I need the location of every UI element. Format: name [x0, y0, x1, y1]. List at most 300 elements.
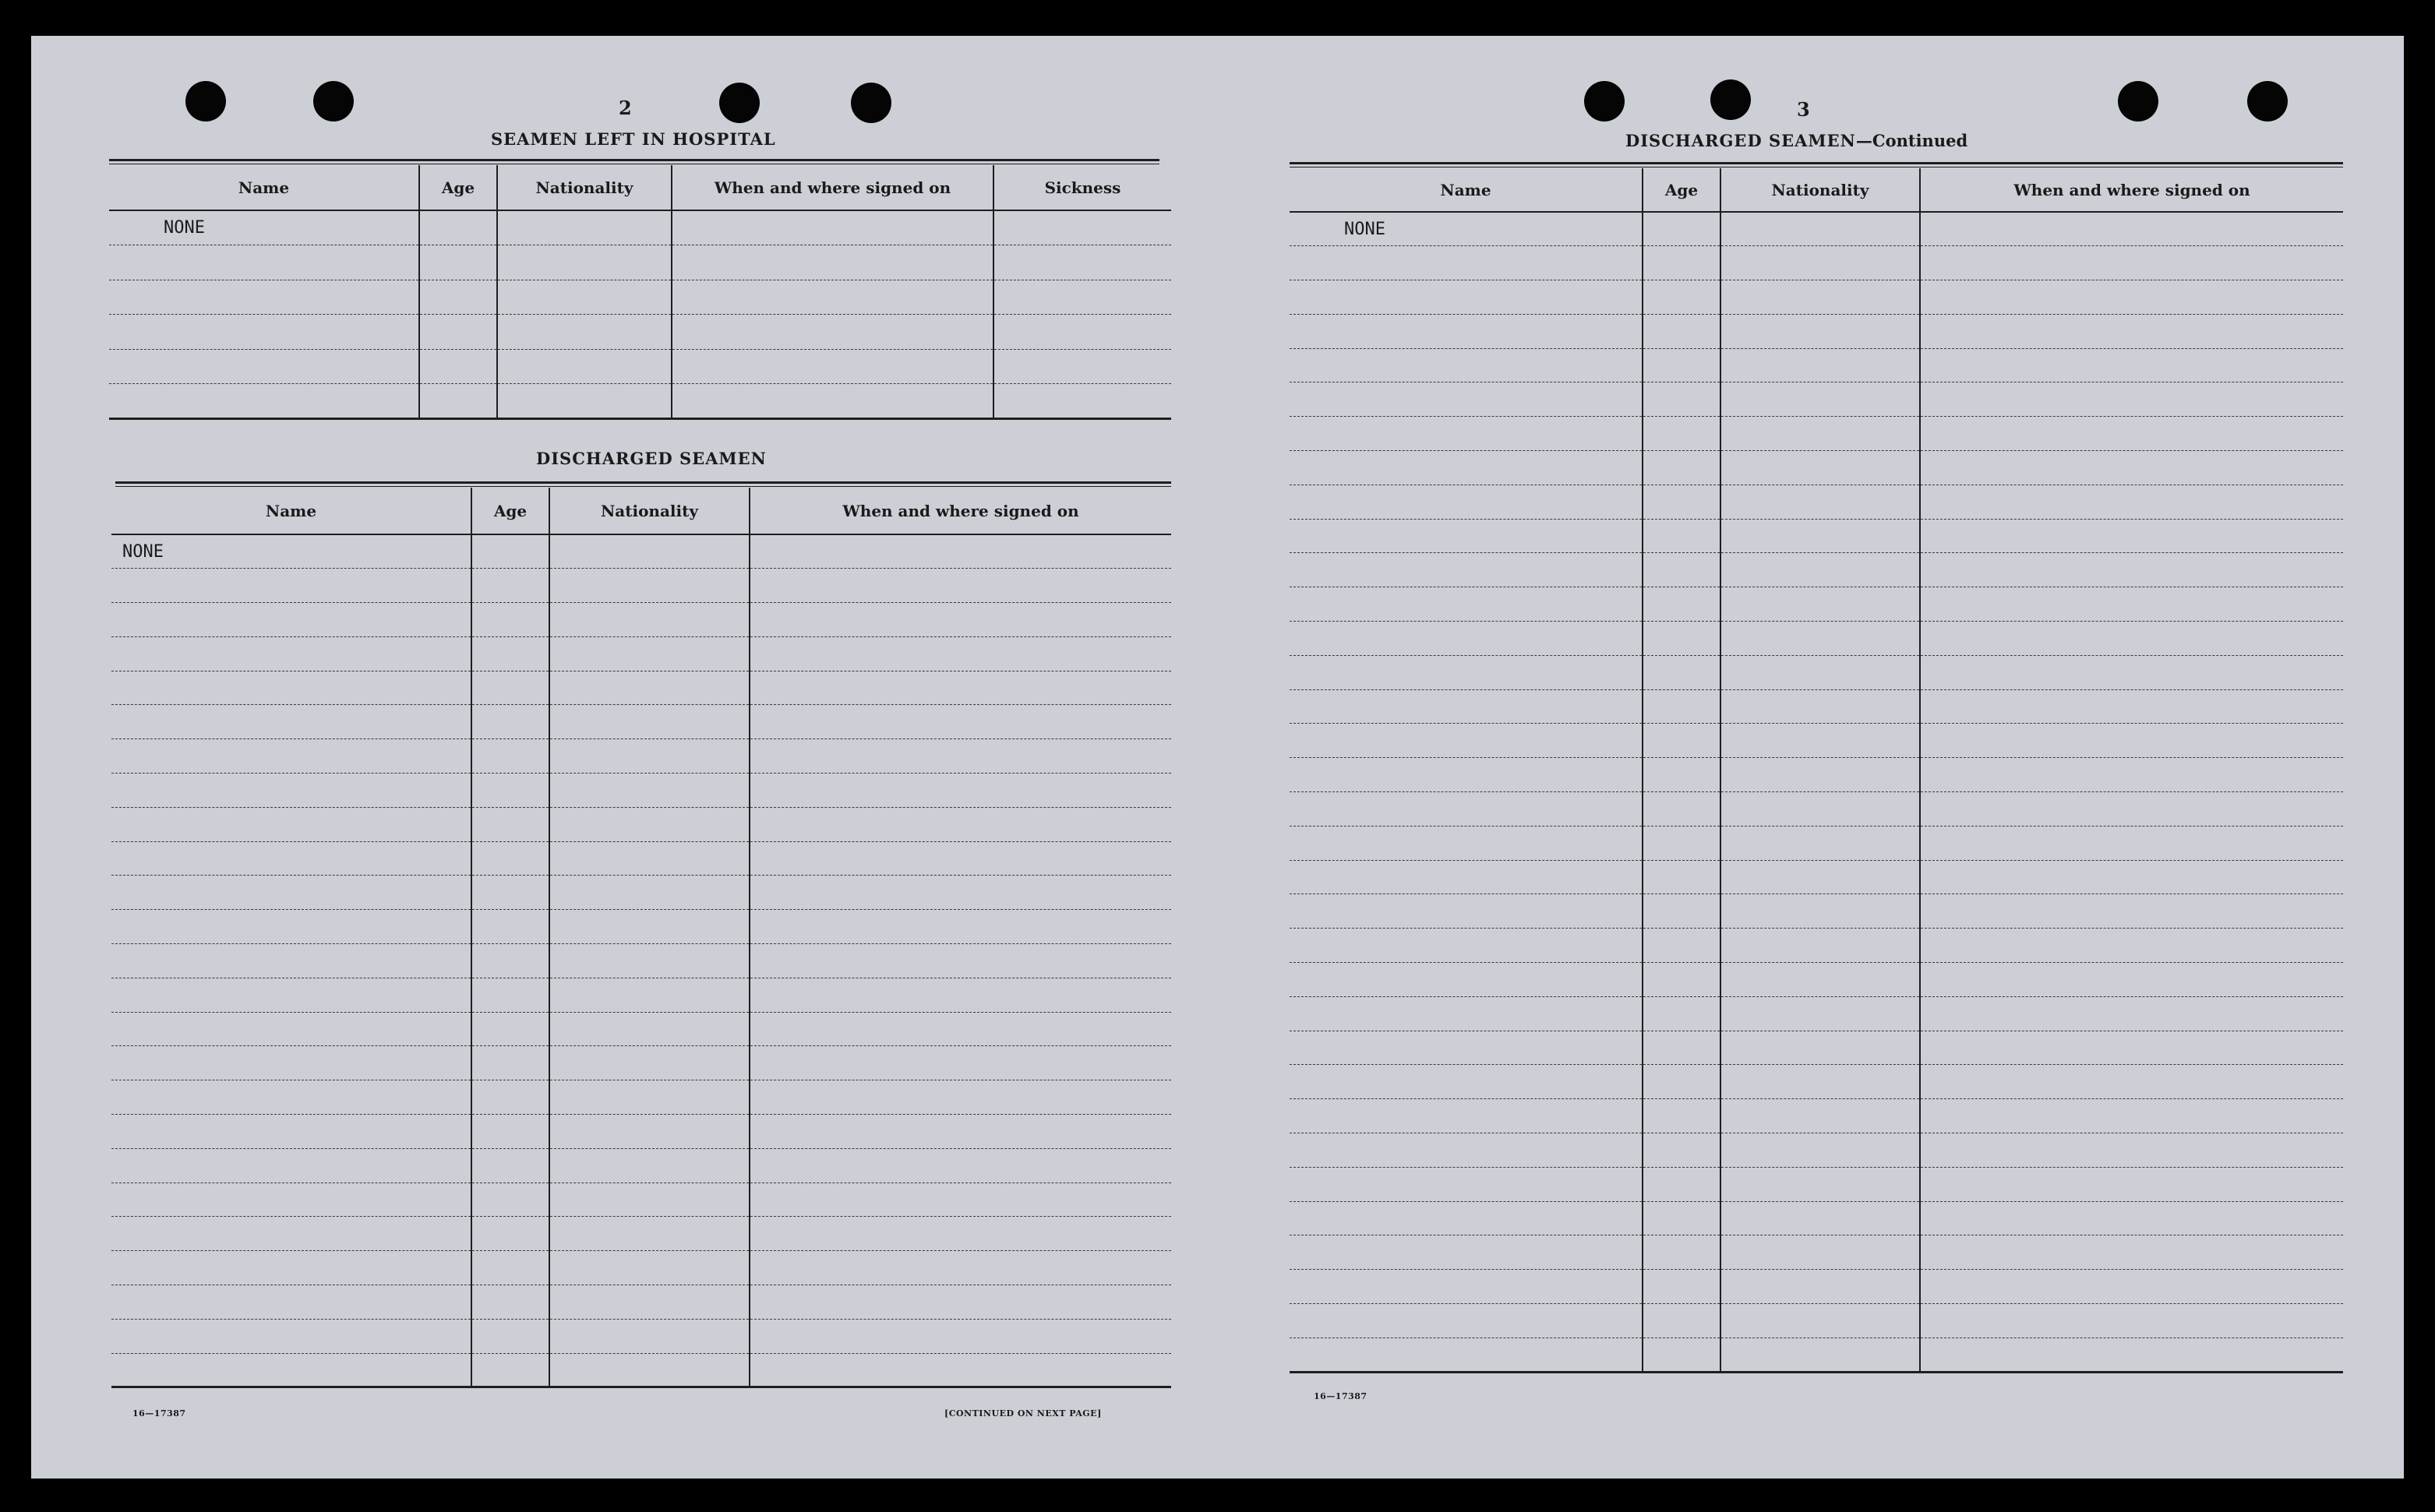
discharged-continued-table	[1290, 168, 2343, 1373]
table-cell	[471, 603, 549, 637]
table-cell	[750, 978, 1171, 1012]
table-cell	[1643, 860, 1720, 894]
table-row	[111, 739, 1171, 774]
table-cell	[1290, 758, 1643, 792]
table-cell	[1290, 929, 1643, 963]
table-cell	[1643, 382, 1720, 417]
table-row	[111, 1251, 1171, 1285]
column-header: Age	[419, 165, 497, 210]
table-cell	[111, 1251, 471, 1285]
table-row	[111, 705, 1171, 739]
table-cell	[1720, 724, 1920, 758]
table-cell	[111, 978, 471, 1012]
table-cell	[750, 807, 1171, 841]
table-cell	[1643, 1133, 1720, 1168]
table-row	[1290, 894, 2343, 929]
table-cell	[750, 774, 1171, 808]
table-cell	[1643, 553, 1720, 587]
discharged-section-title: DISCHARGED SEAMEN	[536, 449, 767, 468]
table-cell	[750, 910, 1171, 944]
table-cell	[750, 1319, 1171, 1353]
table-cell	[1920, 246, 2343, 280]
table-cell	[1720, 894, 1920, 929]
table-cell	[993, 280, 1171, 315]
table-cell	[111, 1046, 471, 1080]
table-cell	[750, 636, 1171, 671]
table-cell	[672, 384, 993, 419]
column-header: When and where signed on	[750, 488, 1171, 534]
table-cell	[549, 603, 750, 637]
table-cell	[1720, 1065, 1920, 1099]
table-cell	[1720, 382, 1920, 417]
table-row	[111, 807, 1171, 841]
table-cell	[111, 705, 471, 739]
table-cell	[672, 210, 993, 245]
table-cell	[750, 1285, 1171, 1320]
column-header: When and where signed on	[1920, 168, 2343, 212]
table-cell	[471, 1115, 549, 1149]
table-cell	[1720, 1235, 1920, 1270]
table-row	[1290, 622, 2343, 656]
table-cell	[1920, 1133, 2343, 1168]
table-cell	[549, 807, 750, 841]
table-cell	[1920, 1304, 2343, 1338]
table-cell	[1920, 348, 2343, 382]
table-cell	[1643, 1031, 1720, 1065]
table-cell	[1720, 1304, 1920, 1338]
table-cell	[1920, 382, 2343, 417]
table-cell	[1643, 1065, 1720, 1099]
table-cell	[549, 1182, 750, 1217]
table-cell	[549, 841, 750, 876]
table-cell	[549, 636, 750, 671]
table-cell	[549, 978, 750, 1012]
table-cell	[1920, 519, 2343, 553]
table-cell	[750, 1217, 1171, 1251]
table-cell	[1643, 280, 1720, 315]
table-cell	[111, 636, 471, 671]
table-cell	[1290, 587, 1643, 622]
table-cell	[1720, 1270, 1920, 1304]
table-cell	[1643, 519, 1720, 553]
table-cell	[1920, 1270, 2343, 1304]
table-cell	[549, 1251, 750, 1285]
table-row	[1290, 1167, 2343, 1201]
table-cell	[1720, 929, 1920, 963]
table-cell	[750, 1251, 1171, 1285]
table-cell	[111, 1285, 471, 1320]
table-cell	[1643, 724, 1720, 758]
table-cell	[993, 210, 1171, 245]
table-cell	[549, 1046, 750, 1080]
table-cell	[1720, 860, 1920, 894]
table-cell	[750, 534, 1171, 569]
table-row	[1290, 1133, 2343, 1168]
title-text: DISCHARGED SEAMEN	[1625, 131, 1856, 150]
page-number: 2	[619, 97, 632, 119]
table-cell	[1720, 1167, 1920, 1201]
table-cell	[1720, 963, 1920, 997]
table-row	[111, 603, 1171, 637]
table-cell	[471, 739, 549, 774]
table-cell	[111, 603, 471, 637]
table-cell	[750, 671, 1171, 705]
column-header: Nationality	[497, 165, 672, 210]
table-row	[1290, 519, 2343, 553]
table-row	[1290, 1338, 2343, 1372]
table-row	[109, 210, 1171, 245]
table-cell	[1720, 485, 1920, 519]
table-cell	[1643, 1201, 1720, 1235]
table-row	[109, 245, 1171, 280]
table-row	[1290, 382, 2343, 417]
table-cell	[471, 1046, 549, 1080]
table-cell	[672, 245, 993, 280]
table-cell	[1920, 929, 2343, 963]
table-cell	[1643, 655, 1720, 689]
table-cell	[471, 841, 549, 876]
table-cell	[1290, 894, 1643, 929]
column-header: Name	[109, 165, 419, 210]
table-cell	[1643, 1338, 1720, 1372]
table-cell	[549, 705, 750, 739]
table-cell	[750, 876, 1171, 910]
title-continued: —Continued	[1855, 131, 1968, 150]
table-cell	[1920, 1201, 2343, 1235]
discharged-continued-title	[1625, 131, 1967, 150]
table-cell	[1643, 689, 1720, 724]
entry-none: NONE	[109, 210, 419, 245]
table-row	[111, 1080, 1171, 1115]
table-cell	[109, 384, 419, 419]
section-rule	[115, 481, 1171, 484]
table-cell	[1643, 451, 1720, 485]
table-row	[111, 1182, 1171, 1217]
table-cell	[1290, 314, 1643, 348]
table-cell	[1643, 1235, 1720, 1270]
table-cell	[471, 671, 549, 705]
table-cell	[1720, 212, 1920, 246]
table-cell	[1720, 758, 1920, 792]
table-cell	[1720, 280, 1920, 315]
table-row	[1290, 212, 2343, 246]
table-cell	[1290, 1065, 1643, 1099]
table-cell	[1720, 519, 1920, 553]
table-cell	[549, 1080, 750, 1115]
table-cell	[111, 910, 471, 944]
table-cell	[497, 384, 672, 419]
punch-hole	[851, 83, 891, 123]
table-cell	[109, 245, 419, 280]
table-cell	[549, 774, 750, 808]
table-cell	[750, 1080, 1171, 1115]
document-sheet	[31, 36, 2404, 1479]
table-cell	[1643, 894, 1720, 929]
table-cell	[1643, 1099, 1720, 1133]
table-row	[1290, 451, 2343, 485]
table-cell	[471, 569, 549, 603]
table-cell	[109, 315, 419, 350]
table-row	[111, 1148, 1171, 1182]
table-cell	[1720, 689, 1920, 724]
table-row	[111, 1217, 1171, 1251]
table-cell	[1290, 451, 1643, 485]
table-cell	[1720, 826, 1920, 860]
table-cell	[1290, 1338, 1643, 1372]
table-cell	[1720, 451, 1920, 485]
column-header: Nationality	[1720, 168, 1920, 212]
table-row	[109, 349, 1171, 384]
table-cell	[1920, 826, 2343, 860]
column-header: Sickness	[993, 165, 1171, 210]
continued-note: [CONTINUED ON NEXT PAGE]	[944, 1408, 1102, 1419]
table-row	[109, 315, 1171, 350]
table-cell	[1290, 1201, 1643, 1235]
table-cell	[471, 1353, 549, 1387]
table-cell	[1920, 622, 2343, 656]
table-row	[1290, 860, 2343, 894]
table-row	[1290, 826, 2343, 860]
table-cell	[471, 774, 549, 808]
table-cell	[549, 569, 750, 603]
table-row	[1290, 1270, 2343, 1304]
table-cell	[750, 603, 1171, 637]
table-cell	[111, 1115, 471, 1149]
table-cell	[471, 1182, 549, 1217]
table-cell	[111, 876, 471, 910]
table-row	[111, 1353, 1171, 1387]
entry-none: NONE	[111, 534, 471, 569]
table-cell	[471, 807, 549, 841]
table-cell	[1643, 1304, 1720, 1338]
table-row	[111, 671, 1171, 705]
table-cell	[549, 534, 750, 569]
table-row	[111, 978, 1171, 1012]
table-row	[111, 636, 1171, 671]
table-cell	[1920, 996, 2343, 1031]
table-cell	[1290, 382, 1643, 417]
table-row	[1290, 792, 2343, 826]
table-cell	[1290, 655, 1643, 689]
table-row	[1290, 1065, 2343, 1099]
table-cell	[549, 1012, 750, 1046]
table-cell	[471, 1012, 549, 1046]
table-cell	[1720, 1099, 1920, 1133]
table-cell	[750, 1148, 1171, 1182]
table-cell	[1920, 1235, 2343, 1270]
table-cell	[1290, 1304, 1643, 1338]
table-cell	[1290, 963, 1643, 997]
table-cell	[1290, 792, 1643, 826]
table-cell	[111, 671, 471, 705]
table-cell	[1290, 860, 1643, 894]
table-cell	[1290, 246, 1643, 280]
table-cell	[1920, 1167, 2343, 1201]
form-number: 16—17387	[132, 1408, 186, 1419]
table-cell	[471, 1285, 549, 1320]
table-row	[1290, 587, 2343, 622]
table-cell	[111, 1182, 471, 1217]
table-cell	[471, 705, 549, 739]
table-cell	[419, 384, 497, 419]
table-cell	[549, 910, 750, 944]
table-cell	[111, 1353, 471, 1387]
table-cell	[549, 671, 750, 705]
table-cell	[1290, 417, 1643, 451]
table-row	[111, 1319, 1171, 1353]
table-cell	[1290, 826, 1643, 860]
table-cell	[1920, 485, 2343, 519]
table-row	[1290, 963, 2343, 997]
table-cell	[109, 349, 419, 384]
table-cell	[1290, 485, 1643, 519]
table-cell	[1290, 280, 1643, 315]
table-cell	[549, 1319, 750, 1353]
table-cell	[549, 1148, 750, 1182]
table-cell	[111, 1080, 471, 1115]
table-cell	[549, 1285, 750, 1320]
table-cell	[111, 774, 471, 808]
table-cell	[750, 841, 1171, 876]
table-cell	[111, 841, 471, 876]
table-cell	[1720, 246, 1920, 280]
table-cell	[750, 1182, 1171, 1217]
column-header: Name	[111, 488, 471, 534]
table-row	[111, 1046, 1171, 1080]
punch-hole	[1710, 79, 1751, 120]
punch-hole	[2118, 81, 2158, 122]
table-cell	[750, 1115, 1171, 1149]
table-cell	[549, 944, 750, 978]
table-cell	[1920, 724, 2343, 758]
table-cell	[471, 978, 549, 1012]
table-cell	[549, 1217, 750, 1251]
table-cell	[471, 910, 549, 944]
table-cell	[1643, 929, 1720, 963]
table-cell	[549, 1115, 750, 1149]
table-cell	[1290, 689, 1643, 724]
table-cell	[1643, 1270, 1720, 1304]
table-cell	[471, 944, 549, 978]
table-cell	[1290, 1270, 1643, 1304]
table-row	[111, 534, 1171, 569]
table-cell	[419, 315, 497, 350]
table-cell	[1720, 587, 1920, 622]
table-cell	[1720, 348, 1920, 382]
table-cell	[1920, 1031, 2343, 1065]
table-cell	[109, 280, 419, 315]
table-cell	[1920, 655, 2343, 689]
table-cell	[1920, 1338, 2343, 1372]
table-cell	[111, 1319, 471, 1353]
discharged-table	[111, 488, 1171, 1388]
table-cell	[993, 384, 1171, 419]
table-cell	[471, 876, 549, 910]
table-cell	[471, 1148, 549, 1182]
table-cell	[111, 569, 471, 603]
table-cell	[549, 739, 750, 774]
table-row	[1290, 689, 2343, 724]
table-cell	[1290, 622, 1643, 656]
table-row	[1290, 246, 2343, 280]
table-cell	[471, 1217, 549, 1251]
column-header: Age	[471, 488, 549, 534]
table-cell	[1643, 996, 1720, 1031]
table-cell	[1720, 792, 1920, 826]
table-cell	[1643, 622, 1720, 656]
table-cell	[1643, 758, 1720, 792]
section-rule	[109, 159, 1159, 161]
table-cell	[497, 280, 672, 315]
table-row	[1290, 724, 2343, 758]
table-cell	[1720, 996, 1920, 1031]
table-cell	[1920, 451, 2343, 485]
table-cell	[111, 1217, 471, 1251]
table-row	[1290, 485, 2343, 519]
table-row	[1290, 348, 2343, 382]
table-cell	[1290, 1235, 1643, 1270]
table-cell	[471, 534, 549, 569]
table-cell	[1290, 996, 1643, 1031]
table-row	[1290, 758, 2343, 792]
table-row	[111, 774, 1171, 808]
punch-hole	[719, 83, 760, 123]
table-cell	[1643, 348, 1720, 382]
table-cell	[1720, 655, 1920, 689]
form-number: 16—17387	[1314, 1391, 1367, 1401]
punch-hole	[185, 81, 226, 122]
table-cell	[419, 210, 497, 245]
table-cell	[471, 1080, 549, 1115]
table-row	[111, 876, 1171, 910]
table-cell	[111, 739, 471, 774]
table-cell	[549, 1353, 750, 1387]
table-cell	[750, 1353, 1171, 1387]
table-cell	[471, 1251, 549, 1285]
table-cell	[672, 315, 993, 350]
table-cell	[111, 807, 471, 841]
table-row	[109, 384, 1171, 419]
table-cell	[1720, 622, 1920, 656]
table-cell	[471, 1319, 549, 1353]
table-cell	[549, 876, 750, 910]
table-cell	[750, 705, 1171, 739]
entry-none: NONE	[1290, 212, 1643, 246]
table-cell	[993, 315, 1171, 350]
table-cell	[1720, 1133, 1920, 1168]
table-row	[1290, 1235, 2343, 1270]
table-cell	[1920, 860, 2343, 894]
table-row	[1290, 1304, 2343, 1338]
table-row	[111, 1285, 1171, 1320]
table-cell	[1643, 314, 1720, 348]
table-row	[1290, 553, 2343, 587]
table-row	[109, 280, 1171, 315]
table-cell	[471, 636, 549, 671]
table-cell	[1920, 417, 2343, 451]
table-cell	[1720, 1338, 1920, 1372]
table-cell	[1720, 1201, 1920, 1235]
table-cell	[1643, 417, 1720, 451]
table-cell	[1643, 963, 1720, 997]
table-row	[111, 569, 1171, 603]
hospital-section-title: SEAMEN LEFT IN HOSPITAL	[491, 129, 776, 149]
table-cell	[497, 245, 672, 280]
column-header: Nationality	[549, 488, 750, 534]
column-header: Name	[1290, 168, 1643, 212]
section-rule	[1290, 162, 2343, 164]
table-cell	[419, 245, 497, 280]
